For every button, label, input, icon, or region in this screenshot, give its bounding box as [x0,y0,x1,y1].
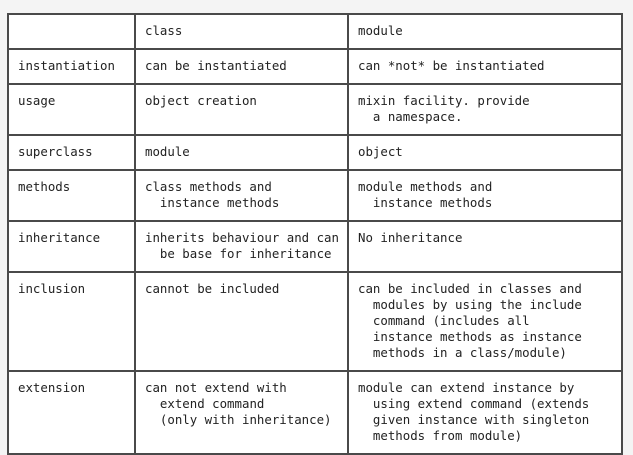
module-cell: can *not* be instantiated [349,50,621,83]
table-header-row [9,15,621,48]
class-cell: class methods and instance methods [136,171,347,220]
table-row [9,171,621,220]
module-cell: module methods and instance methods [349,171,621,220]
class-vs-module-table [7,13,623,455]
comparison-table-container [7,13,623,455]
row-label: methods [9,171,134,220]
row-label: extension [9,372,134,453]
row-label: instantiation [9,50,134,83]
module-cell: module can extend instance by using extend command (extends given instance with singleton methods from module) [349,372,621,453]
header-cell-module: module [349,15,621,48]
table-row [9,273,621,370]
row-label: usage [9,85,134,134]
header-cell-empty [9,15,134,48]
row-label: inclusion [9,273,134,370]
module-cell: can be included in classes and modules by using the include command (includes all instance methods as instance methods in a class/module) [349,273,621,370]
class-cell: cannot be included [136,273,347,370]
table-row [9,372,621,453]
row-label: superclass [9,136,134,169]
header-cell-class: class [136,15,347,48]
module-cell: object [349,136,621,169]
table-row [9,85,621,134]
row-label: inheritance [9,222,134,271]
table-row [9,50,621,83]
module-cell: mixin facility. provide a namespace. [349,85,621,134]
class-cell: can be instantiated [136,50,347,83]
class-cell: module [136,136,347,169]
class-cell: object creation [136,85,347,134]
table-row [9,136,621,169]
class-cell: can not extend with extend command (only with inheritance) [136,372,347,453]
table-row [9,222,621,271]
module-cell: No inheritance [349,222,621,271]
class-cell: inherits behaviour and can be base for inheritance [136,222,347,271]
